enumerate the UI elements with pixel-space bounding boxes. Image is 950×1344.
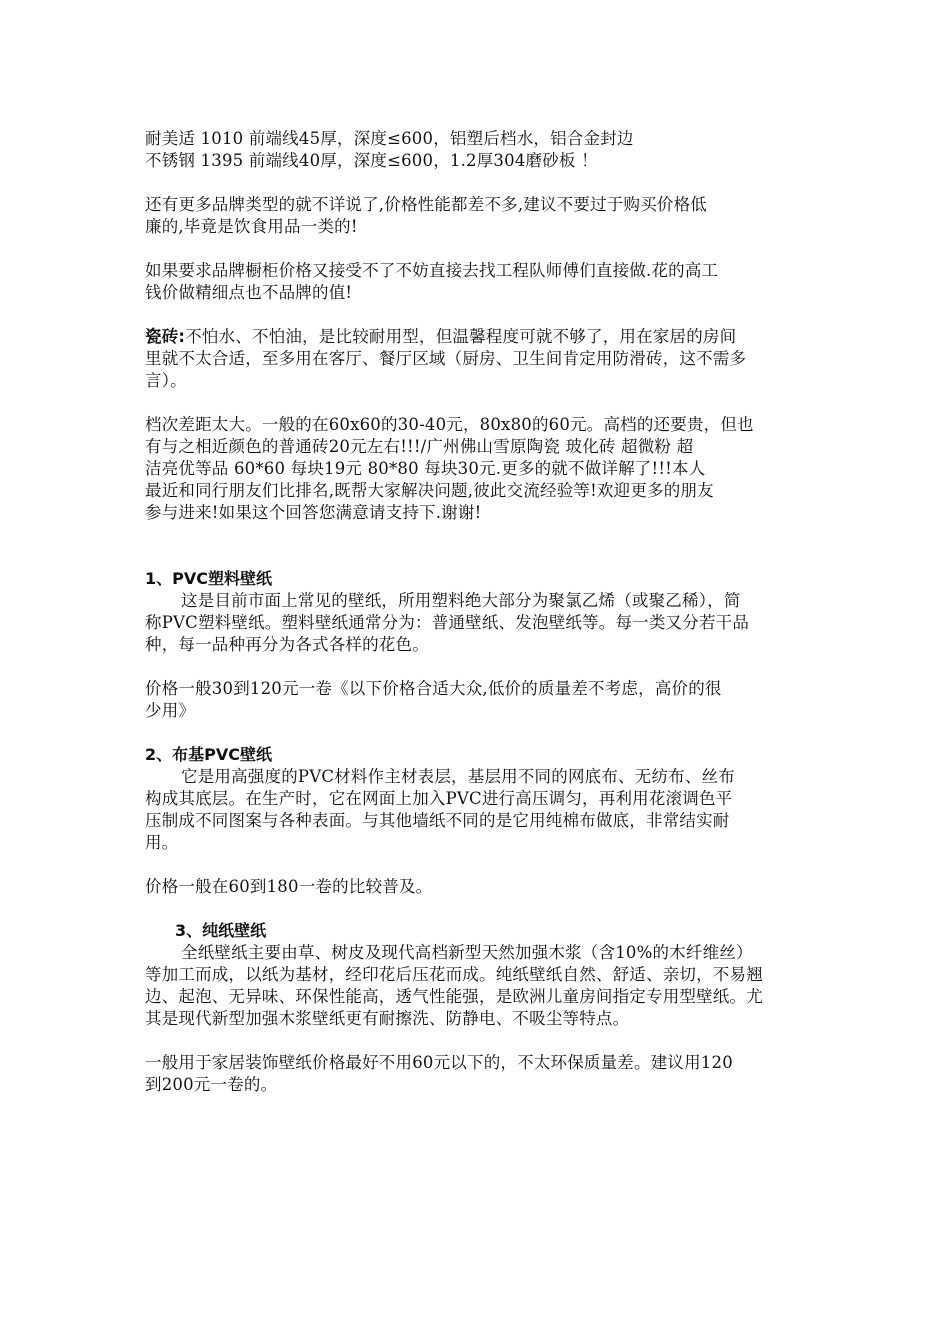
section-heading-paper: 3、纯纸壁纸 (175, 921, 267, 940)
tile-paragraph (145, 326, 815, 392)
text-line: 种，每一品种再分为各式各样的花色。 (145, 635, 429, 654)
section-heading-pvc: 1、PVC塑料壁纸 (145, 569, 272, 588)
text-line: 言）。 (145, 371, 187, 390)
text-line: 一般用于家居装饰壁纸价格最好不用60元以下的，不太环保质量差。建议用120 (145, 1053, 733, 1072)
text-line: 廉的,毕竟是饮食用品一类的! (145, 217, 358, 236)
text-line: 少用》 (145, 701, 196, 720)
section-body-pvc (145, 590, 815, 656)
custom-build-paragraph (145, 260, 815, 304)
section-body-fabric-pvc (145, 766, 815, 854)
text-line (145, 326, 815, 348)
text-line: 洁亮优等品 60*60 每块19元 80*80 每块30元.更多的就不做详解了!!!本人 (145, 459, 706, 478)
section-price-fabric-pvc (145, 876, 815, 898)
text-line: 如果要求品牌橱柜价格又接受不了不妨直接去找工程队师傅们直接做.花的高工 (145, 261, 719, 280)
brand-advice-paragraph (145, 194, 815, 238)
text-line: 称PVC塑料壁纸。塑料壁纸通常分为：普通壁纸、发泡壁纸等。每一类又分若干品 (145, 613, 750, 632)
section-price-paper (145, 1052, 815, 1096)
text-line: 耐美适 1010 前端线45厚，深度≤600，铝塑后档水，铝合金封边 (145, 129, 634, 148)
text-line: 边、起泡、无异味、环保性能高，透气性能强，是欧洲儿童房间指定专用型壁纸。尤 (145, 987, 763, 1006)
text-line: 档次差距太大。一般的在60x60的30-40元，80x80的60元。高档的还要贵，但也 (145, 415, 754, 434)
text-line: 用。 (145, 833, 179, 852)
text-line: 还有更多品牌类型的就不详说了,价格性能都差不多,建议不要过于购买价格低 (145, 195, 707, 214)
section-price-pvc (145, 678, 815, 722)
text-line: 这是目前市面上常见的壁纸，所用塑料绝大部分为聚氯乙烯（或聚乙稀），简 (181, 591, 741, 610)
document-page (145, 128, 815, 1096)
text-line: 它是用高强度的PVC材料作主材表层，基层用不同的网底布、无纺布、丝布 (181, 767, 735, 786)
tile-price-paragraph (145, 414, 815, 524)
text-line: 有与之相近颜色的普通砖20元左右!!!/广州佛山雪原陶瓷 玻化砖 超微粉 超 (145, 437, 694, 456)
text-line: 等加工而成，以纸为基材，经印花后压花而成。纯纸壁纸自然、舒适、亲切，不易翘 (145, 965, 763, 984)
tile-lead-label: 瓷砖: (145, 327, 186, 346)
text-line: 参与进来!如果这个回答您满意请支持下.谢谢! (145, 503, 482, 522)
cabinet-spec-paragraph (145, 128, 815, 172)
section-heading-fabric-pvc: 2、布基PVC壁纸 (145, 745, 272, 764)
text-line: 构成其底层。在生产时，它在网面上加入PVC进行高压调匀，再利用花滚调色平 (145, 789, 733, 808)
text-line: 价格一般在60到180一卷的比较普及。 (145, 877, 433, 896)
text-line: 全纸壁纸主要由草、树皮及现代高档新型天然加强木浆（含10%的木纤维丝） (181, 943, 753, 962)
text-line: 不锈钢 1395 前端线40厚，深度≤600，1.2厚304磨砂板 ！ (145, 151, 598, 170)
text-line: 价格一般30到120元一卷《以下价格合适大众,低价的质量差不考虑，高价的很 (145, 679, 722, 698)
section-body-paper (145, 942, 815, 1030)
text-line: 最近和同行朋友们比排名,既帮大家解决问题,彼此交流经验等!欢迎更多的朋友 (145, 481, 714, 500)
text-line: 其是现代新型加强木浆壁纸更有耐擦洗、防静电、不吸尘等特点。 (145, 1009, 630, 1028)
text-line: 钱价做精细点也不品牌的值! (145, 283, 353, 302)
text-line: 压制成不同图案与各种表面。与其他墙纸不同的是它用纯棉布做底，非常结实耐 (145, 811, 730, 830)
text-line: 里就不太合适，至多用在客厅、餐厅区域（厨房、卫生间肯定用防滑砖，这不需多 (145, 349, 747, 368)
text-line: 到200元一卷的。 (145, 1075, 278, 1094)
tile-lead-rest: 不怕水、不怕油，是比较耐用型，但温馨程度可就不够了，用在家居的房间 (185, 327, 737, 346)
